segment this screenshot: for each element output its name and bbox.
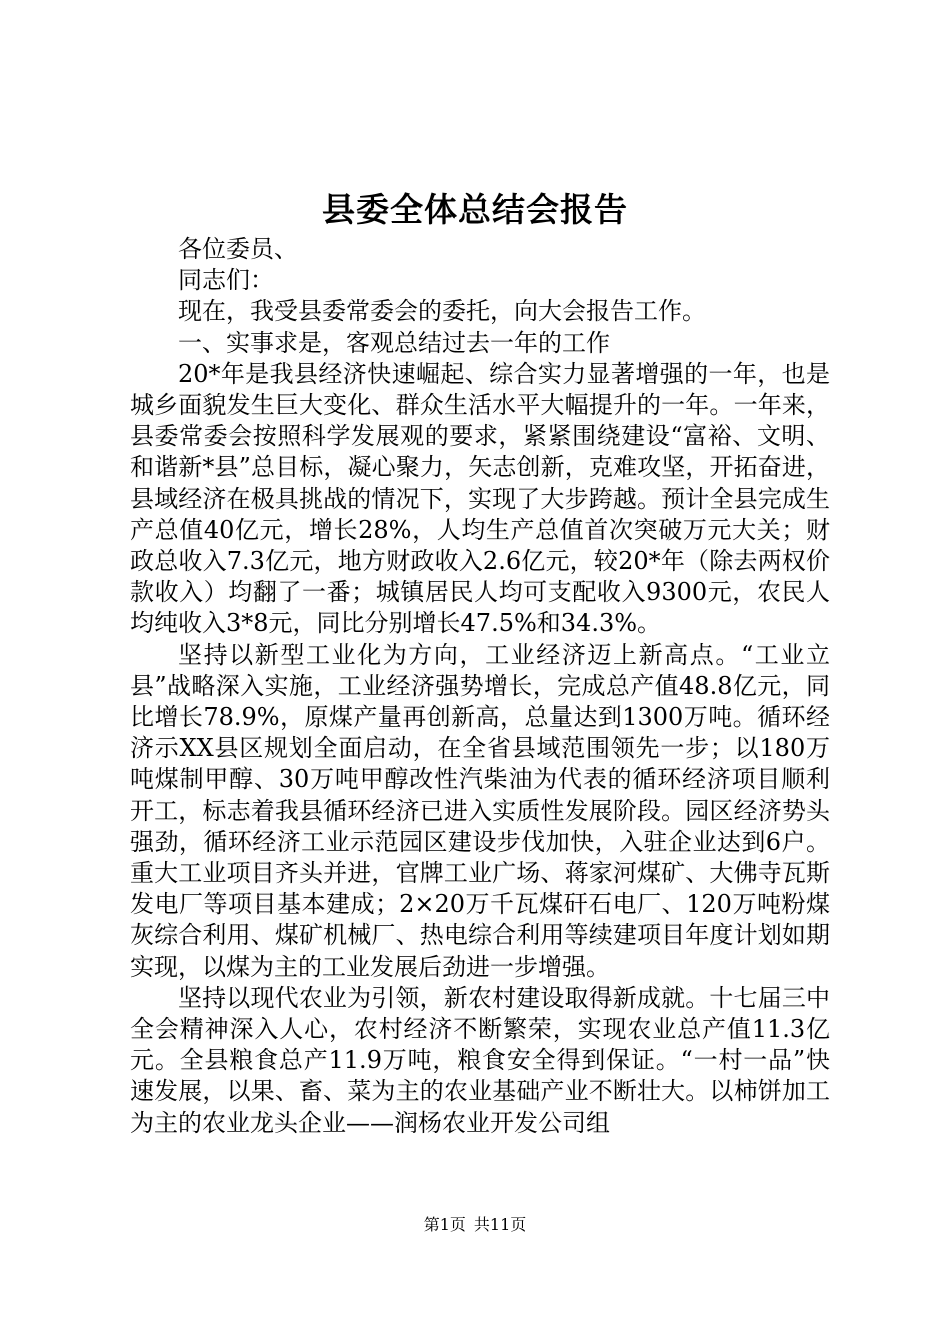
document-title: 县委全体总结会报告 <box>322 190 628 229</box>
opening-paragraph: 现在，我受县委常委会的委托，向大会报告工作。 <box>178 297 706 326</box>
body-paragraph: 20*年是我县经济快速崛起、综合实力显著增强的一年，也是城乡面貌发生巨大变化、群众生活水平大幅提升的一年。一年来，县委常委会按照科学发展观的要求，紧紧围绕建设“富裕、文明、和谐新*县”总目标，凝心聚力，矢志创新，克难攻坚，开拓奋进，县域经济在极具挑战的情况下，实现了大步跨越。预计全县完成生产总值40亿元，增长28%，人均生产总值首次突破万元大关；财政总收入7.3亿元，地方财政收入2.6亿元，较20*年（除去两权价款收入）均翻了一番；城镇居民人均可支配收入9300元，农民人均纯收入3*8元，同比分别增长47.5%和34.3%。 <box>130 359 830 638</box>
document-body <box>130 234 830 1139</box>
page-total: 共11页 <box>473 1215 527 1234</box>
page-footer <box>0 1214 950 1236</box>
salutation-members: 各位委员、 <box>178 235 298 263</box>
page-number: 第1页 <box>423 1215 466 1234</box>
body-paragraph: 坚持以现代农业为引领，新农村建设取得新成就。十七届三中全会精神深入人心，农村经济不断繁荣，实现农业总产值11.3亿元。全县粮食总产11.9万吨，粮食安全得到保证。“一村一品”快速发展，以果、畜、菜为主的农业基础产业不断壮大。以柿饼加工为主的农业龙头企业——润杨农业开发公司组 <box>130 983 830 1137</box>
body-paragraph: 坚持以新型工业化为方向，工业经济迈上新高点。“工业立县”战略深入实施，工业经济强势增长，完成总产值48.8亿元，同比增长78.9%，原煤产量再创新高，总量达到1300万吨。循环经济示XX县区规划全面启动，在全省县域范围领先一步；以180万吨煤制甲醇、30万吨甲醇改性汽柴油为代表的循环经济项目顺利开工，标志着我县循环经济已进入实质性发展阶段。园区经济势头强劲，循环经济工业示范园区建设步伐加快，入驻企业达到6户。重大工业项目齐头并进，官牌工业广场、蒋家河煤矿、大佛寺瓦斯发电厂等项目基本建成；2×20万千瓦煤矸石电厂、120万吨粉煤灰综合利用、煤矿机械厂、热电综合利用等续建项目年度计划如期实现，以煤为主的工业发展后劲进一步增强。 <box>130 640 830 981</box>
section-heading: 一、实事求是，客观总结过去一年的工作 <box>178 328 610 357</box>
salutation-comrades: 同志们： <box>178 266 274 295</box>
